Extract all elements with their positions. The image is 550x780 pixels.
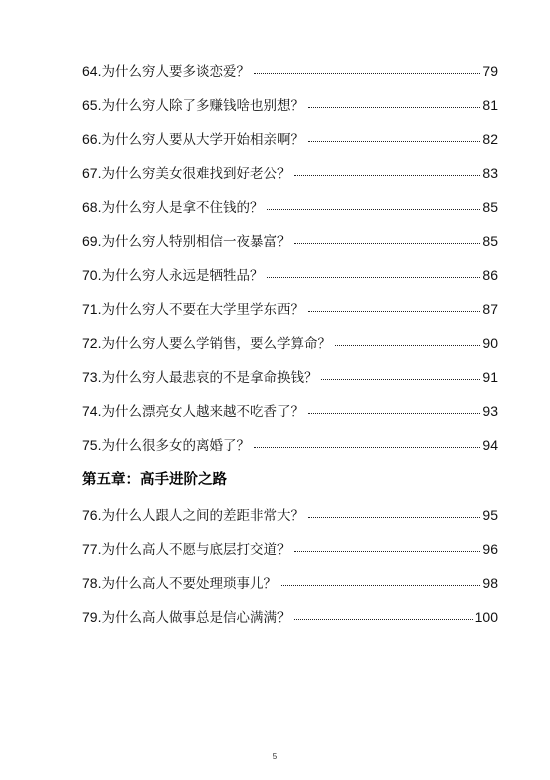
toc-entry-page: 90 — [482, 335, 498, 351]
toc-entry-number: 72. — [82, 335, 102, 351]
toc-entry-page: 81 — [482, 97, 498, 113]
dot-leader — [294, 618, 472, 620]
toc-entry-text: 为什么穷人最悲哀的不是拿命换钱？ — [101, 370, 318, 386]
toc-group-chapter-four — [82, 54, 498, 462]
toc-entry-text: 为什么穷人除了多赚钱啥也别想？ — [101, 98, 304, 114]
dot-leader — [308, 516, 480, 518]
toc-entry-text: 为什么穷人要多谈恋爱？ — [101, 64, 250, 80]
toc-entry-page: 87 — [482, 301, 498, 317]
dot-leader — [308, 106, 480, 108]
toc-entry-text: 为什么高人不愿与底层打交道？ — [101, 542, 291, 558]
toc-entry-title — [82, 600, 290, 635]
toc-entry-number: 79. — [82, 609, 102, 625]
toc-entry-text: 为什么漂亮女人越来越不吃香了？ — [101, 404, 304, 420]
toc-entry-number: 66. — [82, 131, 102, 147]
toc-entry-title — [82, 88, 304, 123]
toc-entry[interactable] — [82, 428, 498, 462]
page-number: 5 — [272, 752, 278, 761]
dot-leader — [281, 584, 480, 586]
toc-entry-number: 64. — [82, 63, 102, 79]
toc-entry-text: 为什么穷人不要在大学里学东西？ — [101, 302, 304, 318]
toc-entry-page: 85 — [482, 233, 498, 249]
toc-entry-text: 为什么高人做事总是信心满满？ — [101, 610, 291, 626]
toc-entry-number: 68. — [82, 199, 102, 215]
toc-entry-number: 69. — [82, 233, 102, 249]
toc-entry-number: 75. — [82, 437, 102, 453]
dot-leader — [294, 550, 480, 552]
toc-entry-page: 95 — [482, 507, 498, 523]
dot-leader — [267, 276, 480, 278]
toc-entry-page: 91 — [482, 369, 498, 385]
toc-entry-text: 为什么穷人是拿不住钱的？ — [101, 200, 264, 216]
toc-entry[interactable] — [82, 292, 498, 326]
toc-entry-page: 100 — [474, 609, 498, 625]
dot-leader — [294, 242, 480, 244]
toc-entry-title — [82, 258, 263, 293]
toc-entry[interactable] — [82, 88, 498, 122]
toc-entry[interactable] — [82, 224, 498, 258]
toc-entry-page: 83 — [482, 165, 498, 181]
toc-entry-number: 70. — [82, 267, 102, 283]
toc-entry[interactable] — [82, 156, 498, 190]
toc-entry-title — [82, 566, 277, 601]
toc-entry-title — [82, 190, 263, 225]
toc-entry[interactable] — [82, 122, 498, 156]
toc-entry-number: 77. — [82, 541, 102, 557]
toc-entry-title — [82, 394, 304, 429]
toc-entry-page: 94 — [482, 437, 498, 453]
toc-entry-number: 78. — [82, 575, 102, 591]
dot-leader — [254, 72, 480, 74]
toc-entry[interactable] — [82, 190, 498, 224]
toc-entry[interactable] — [82, 532, 498, 566]
toc-entry-number: 73. — [82, 369, 102, 385]
toc-entry-text: 为什么穷人要么学销售，要么学算命？ — [101, 336, 331, 352]
dot-leader — [254, 446, 480, 448]
toc-entry-title — [82, 292, 304, 327]
toc-entry-number: 74. — [82, 403, 102, 419]
toc-entry-title — [82, 122, 304, 157]
toc-entry-number: 76. — [82, 507, 102, 523]
toc-entry-number: 71. — [82, 301, 102, 317]
dot-leader — [321, 378, 480, 380]
toc-entry-title — [82, 498, 304, 533]
toc-entry-text: 为什么穷人永远是牺牲品？ — [101, 268, 264, 284]
toc-entry-number: 65. — [82, 97, 102, 113]
toc-entry-page: 86 — [482, 267, 498, 283]
dot-leader — [335, 344, 480, 346]
toc-entry-page: 96 — [482, 541, 498, 557]
toc-entry-text: 为什么很多女的离婚了？ — [101, 438, 250, 454]
dot-leader — [308, 140, 480, 142]
dot-leader — [308, 310, 480, 312]
toc-entry[interactable] — [82, 258, 498, 292]
toc-entry-number: 67. — [82, 165, 102, 181]
toc-entry-page: 82 — [482, 131, 498, 147]
dot-leader — [294, 174, 480, 176]
toc-entry-text: 为什么人跟人之间的差距非常大？ — [101, 508, 304, 524]
toc-entry-title — [82, 156, 290, 191]
toc-entry-text: 为什么穷人要从大学开始相亲啊？ — [101, 132, 304, 148]
toc-entry-text: 为什么穷美女很难找到好老公？ — [101, 166, 291, 182]
toc-entry-page: 98 — [482, 575, 498, 591]
toc-entry[interactable] — [82, 326, 498, 360]
toc-entry[interactable] — [82, 600, 498, 634]
toc-entry[interactable] — [82, 566, 498, 600]
toc-entry[interactable] — [82, 360, 498, 394]
toc-group-chapter-five — [82, 498, 498, 634]
toc-entry[interactable] — [82, 54, 498, 88]
toc-entry-page: 93 — [482, 403, 498, 419]
toc-entry[interactable] — [82, 498, 498, 532]
table-of-contents — [82, 54, 498, 634]
toc-entry-text: 为什么穷人特别相信一夜暴富？ — [101, 234, 291, 250]
toc-entry-title — [82, 360, 317, 395]
toc-entry-title — [82, 428, 250, 463]
dot-leader — [267, 208, 480, 210]
toc-entry-title — [82, 54, 250, 89]
toc-entry-page: 79 — [482, 63, 498, 79]
toc-entry-title — [82, 326, 331, 361]
toc-entry-title — [82, 224, 290, 259]
toc-entry[interactable] — [82, 394, 498, 428]
toc-entry-title — [82, 532, 290, 567]
toc-entry-page: 85 — [482, 199, 498, 215]
toc-entry-text: 为什么高人不要处理琐事儿？ — [101, 576, 277, 592]
chapter-heading: 第五章：高手进阶之路 — [82, 472, 227, 488]
dot-leader — [308, 412, 480, 414]
